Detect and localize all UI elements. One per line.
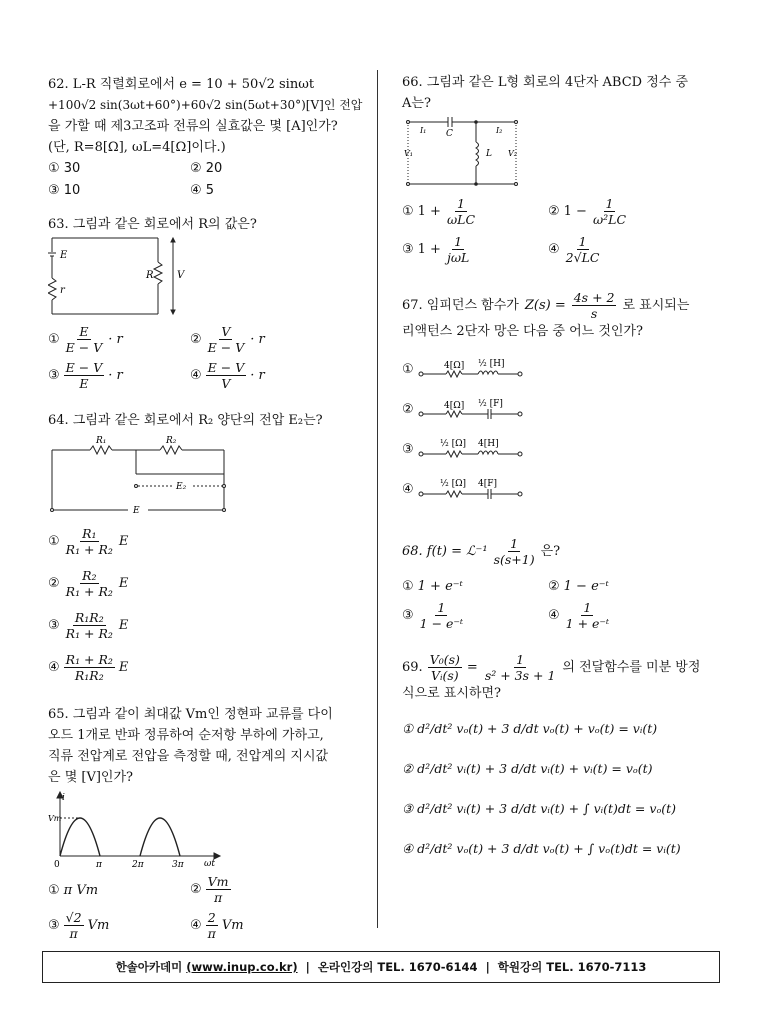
q67-option-2-label-b: ½ [F] [477, 399, 503, 409]
q63-option-3-tail: · r [108, 368, 123, 383]
q64-option-1-fraction [64, 526, 115, 557]
q68-option-3-den: 1 − e⁻ᵗ [419, 616, 464, 631]
q69-stem-lhs-num: V₀(s) [429, 652, 460, 667]
q65-option-1-text: π Vm [63, 883, 99, 898]
q63-option-2-den: E − V [207, 340, 245, 355]
q63-option-2-mark: ② [190, 332, 202, 347]
q65-option-2-num: Vm [207, 874, 229, 889]
q67-option-1-mark: ① [402, 361, 414, 377]
q69-stem-rhs-num: 1 [516, 652, 525, 667]
q67-stem-line2: 리액턴스 2단자 망은 다음 중 어느 것인가? [402, 324, 643, 339]
q68-option-3-fraction [418, 600, 465, 631]
q66-option-4-mark: ④ [548, 242, 560, 257]
q66-option-3-pre: 1 + [417, 242, 441, 257]
q64-stem: 64. 그림과 같은 회로에서 R₂ 양단의 전압 E₂는? [48, 413, 323, 428]
q64-option-3-tail: E [118, 618, 129, 633]
q69-stem-rhs-den: s² + 3s + 1 [484, 668, 556, 683]
question-68 [402, 536, 724, 631]
q63-option-4-tail: · r [250, 368, 265, 383]
q66-stem-line2: A는? [402, 96, 431, 111]
q66-option-1-mark: ① [402, 204, 414, 219]
q69-stem-lhs-den: Vᵢ(s) [430, 668, 459, 683]
q67-stem-line1 [402, 290, 724, 321]
q65-option-4-fraction [206, 910, 218, 941]
q63-option-4-fraction [206, 360, 247, 391]
q66-option-2[interactable] [548, 196, 628, 227]
q66-option-2-num: 1 [605, 196, 614, 211]
q64-option-1[interactable] [48, 526, 128, 557]
q63-label-V: V [177, 270, 185, 281]
q63-option-2[interactable] [190, 324, 265, 355]
q65-option-1-mark: ① [48, 883, 60, 898]
q67-option-4-network [418, 474, 524, 504]
q65-tick-0: 0 [54, 860, 60, 870]
q66-option-4[interactable] [548, 234, 601, 265]
footer-offline-tel: 학원강의 TEL. 1670-7113 [497, 960, 647, 974]
q69-option-3[interactable]: ③ d²/dt² vᵢ(t) + 3 d/dt vᵢ(t) + ∫ vᵢ(t)dt = vₒ(t) [402, 801, 677, 816]
q63-option-1-tail: · r [108, 332, 123, 347]
q66-label-C: C [446, 129, 453, 139]
q64-option-3-den: R₁ + R₂ [65, 626, 113, 641]
q64-circuit-diagram [48, 434, 228, 520]
q64-option-4-tail: E [118, 660, 129, 675]
q62-option-4[interactable]: ④ 5 [190, 183, 215, 198]
q64-option-3[interactable] [48, 610, 128, 641]
q65-option-2-den: π [213, 890, 223, 905]
question-69 [402, 652, 724, 856]
q66-label-V2: V₂ [508, 149, 517, 158]
q66-option-3-den: jωL [446, 250, 470, 265]
q64-label-E: E [133, 506, 140, 516]
q66-option-1-pre: 1 + [417, 204, 441, 219]
q69-stem-lhs [428, 652, 462, 683]
q65-stem-line3: 직류 전압계로 전압을 측정할 때, 전압계의 지시값 [48, 749, 329, 764]
q66-option-4-num: 1 [578, 234, 587, 249]
q64-option-2-tail: E [118, 576, 129, 591]
q65-tick-pi: π [96, 860, 102, 870]
q68-option-4-den: 1 + e⁻ᵗ [565, 616, 610, 631]
q66-option-2-mark: ② [548, 204, 560, 219]
q65-stem-line1: 65. 그림과 같이 최대값 Vm인 정현파 교류를 다이 [48, 707, 333, 722]
q65-option-4-den: π [207, 926, 216, 941]
q63-option-3-fraction [64, 360, 105, 391]
q66-option-2-pre: 1 − [563, 204, 587, 219]
q63-option-4-den: V [221, 376, 231, 391]
q64-option-2[interactable] [48, 568, 128, 599]
q65-option-2[interactable] [190, 874, 231, 905]
q67-option-2-mark: ② [402, 401, 414, 417]
q67-option-4-label-a: ½ [Ω] [439, 479, 466, 489]
q63-option-1[interactable] [48, 324, 123, 355]
q66-option-4-den: 2√LC [565, 250, 600, 265]
q62-stem-line3: 을 가할 때 제3고조파 전류의 실효값은 몇 [A]인가? [48, 119, 338, 134]
q68-option-2-text: 1 − e⁻ᵗ [563, 579, 609, 594]
q62-option-3[interactable]: ③ 10 [48, 183, 81, 198]
q65-waveform-graph [48, 790, 228, 870]
question-64 [48, 410, 366, 683]
q64-option-1-den: R₁ + R₂ [65, 542, 113, 557]
question-65 [48, 704, 366, 941]
q68-stem-den: s(s+1) [493, 552, 535, 567]
q65-option-4-mark: ④ [190, 918, 202, 933]
q63-option-2-tail: · r [250, 332, 265, 347]
q63-option-3[interactable] [48, 360, 123, 391]
q64-option-3-fraction [64, 610, 115, 641]
q65-stem-line4: 은 몇 [V]인가? [48, 770, 133, 785]
question-62 [48, 74, 366, 202]
q67-option-2-network [418, 394, 524, 424]
q63-option-1-num: E [79, 324, 89, 339]
q63-option-3-mark: ③ [48, 368, 60, 383]
q68-option-3[interactable] [402, 600, 465, 631]
q68-option-3-num: 1 [437, 600, 446, 615]
q64-option-4-den: R₁R₂ [74, 668, 104, 683]
q64-option-1-num: R₁ [82, 526, 97, 541]
q66-option-1[interactable] [402, 196, 477, 227]
q65-option-1[interactable] [48, 880, 98, 901]
q69-stem-line2: 식으로 표시하면? [402, 686, 502, 701]
q68-option-4-num: 1 [583, 600, 592, 615]
q67-option-4[interactable] [402, 474, 524, 504]
q66-option-1-fraction [445, 196, 477, 227]
q64-option-4-mark: ④ [48, 660, 60, 675]
q66-label-V1: V₁ [404, 149, 413, 158]
q67-stem-pre: 67. 임피던스 함수가 [402, 298, 519, 313]
q65-tick-2pi: 2π [132, 860, 144, 870]
q68-stem-post: 은? [540, 544, 561, 559]
q69-stem-line1 [402, 652, 724, 683]
q66-label-L: L [486, 149, 492, 159]
q69-stem-eq: = [466, 660, 478, 675]
q65-option-4[interactable] [190, 910, 244, 941]
q68-option-4-fraction [564, 600, 611, 631]
question-66 [402, 72, 724, 265]
q65-option-3-fraction [64, 910, 84, 941]
q63-label-E: E [60, 250, 68, 261]
q64-label-E2: E₂ [176, 482, 187, 492]
q67-option-3-mark: ③ [402, 441, 414, 457]
q66-option-3-fraction [445, 234, 471, 265]
footer-separator-2: | [485, 960, 490, 974]
q66-option-3[interactable] [402, 234, 471, 265]
q66-label-I1: I₁ [420, 126, 427, 135]
q67-option-3[interactable] [402, 434, 524, 464]
q66-option-1-den: ωLC [446, 212, 476, 227]
q65-option-3[interactable] [48, 910, 109, 941]
q65-option-2-fraction [206, 874, 231, 905]
q63-option-1-mark: ① [48, 332, 60, 347]
q64-option-4-fraction [64, 652, 115, 683]
q68-option-3-mark: ③ [402, 608, 414, 623]
q66-option-3-num: 1 [454, 234, 463, 249]
q64-option-2-num: R₂ [82, 568, 97, 583]
q63-option-2-fraction [206, 324, 247, 355]
footer-url-link[interactable]: (www.inup.co.kr) [186, 960, 298, 974]
q69-stem-pre: 69. [402, 660, 423, 675]
q63-option-3-num: E − V [65, 360, 103, 375]
q65-label-Vm: Vm [48, 814, 62, 823]
q64-option-2-mark: ② [48, 576, 60, 591]
q63-circuit-diagram [48, 236, 198, 320]
q62-stem-line4: (단, R=8[Ω], ωL=4[Ω]이다.) [48, 140, 226, 155]
q64-label-R2: R₂ [166, 436, 177, 446]
footer-academy: 한솔아카데미 [115, 960, 183, 974]
q67-option-4-label-b: 4[F] [477, 479, 497, 489]
q68-stem-num: 1 [510, 536, 519, 551]
q68-option-1[interactable] [402, 576, 463, 597]
q66-circuit-diagram [404, 116, 524, 188]
q68-option-4-mark: ④ [548, 608, 560, 623]
q68-option-1-mark: ① [402, 579, 414, 594]
q68-option-4[interactable] [548, 600, 611, 631]
q67-stem-num: 4s + 2 [573, 290, 615, 305]
q65-stem-line2: 오드 1개로 반파 정류하여 순저항 부하에 가하고, [48, 728, 324, 743]
q69-stem-post: 의 전달함수를 미분 방정 [562, 660, 701, 675]
q67-option-1-label-b: ½ [H] [477, 359, 505, 369]
q67-option-1-network [418, 354, 524, 384]
q69-stem-rhs [483, 652, 558, 683]
q62-stem-line1: 62. L-R 직렬회로에서 e = 10 + 50√2 sinωt [48, 77, 315, 92]
q63-option-4[interactable] [190, 360, 265, 391]
q67-stem-post: 로 표시되는 [622, 298, 690, 313]
q66-option-1-num: 1 [457, 196, 465, 211]
q63-label-R: R [146, 270, 154, 281]
q63-option-1-fraction [64, 324, 105, 355]
q65-label-wt: ωt [204, 859, 215, 869]
q69-option-1[interactable]: ① d²/dt² vₒ(t) + 3 d/dt vₒ(t) + vₒ(t) = vᵢ(t) [402, 721, 658, 736]
q67-stem-fraction [572, 290, 617, 321]
q69-option-4[interactable]: ④ d²/dt² vₒ(t) + 3 d/dt vₒ(t) + ∫ vₒ(t)dt = vᵢ(t) [402, 841, 681, 856]
q64-label-R1: R₁ [96, 436, 107, 446]
question-63 [48, 214, 366, 391]
question-67 [402, 290, 724, 497]
footer-separator-1: | [305, 960, 310, 974]
q65-option-3-den: π [69, 926, 78, 941]
q65-label-i: i [62, 793, 65, 803]
q65-tick-3pi: 3π [172, 860, 184, 870]
q68-stem [402, 536, 724, 567]
q67-option-1-label-a: 4[Ω] [443, 361, 464, 371]
q64-option-4[interactable] [48, 652, 128, 683]
q68-stem-pre: 68. f(t) = ℒ⁻¹ [402, 544, 488, 559]
q64-option-2-den: R₁ + R₂ [65, 584, 113, 599]
q69-option-2[interactable]: ② d²/dt² vᵢ(t) + 3 d/dt vᵢ(t) + vᵢ(t) = vₒ(t) [402, 761, 653, 776]
footer-banner [42, 951, 720, 983]
q68-option-2[interactable] [548, 576, 609, 597]
footer-online-tel: 온라인강의 TEL. 1670-6144 [317, 960, 478, 974]
q67-option-3-label-a: ½ [Ω] [439, 439, 466, 449]
q64-option-3-mark: ③ [48, 618, 60, 633]
q63-option-4-mark: ④ [190, 368, 202, 383]
q63-stem: 63. 그림과 같은 회로에서 R의 값은? [48, 217, 257, 232]
q67-option-2[interactable] [402, 394, 524, 424]
q67-option-2-label-a: 4[Ω] [443, 401, 464, 411]
q66-option-4-fraction [564, 234, 602, 265]
q62-option-2[interactable]: ② 20 [190, 161, 223, 176]
q65-option-3-tail: Vm [87, 918, 110, 933]
q65-option-4-num: 2 [207, 910, 216, 925]
q66-option-2-fraction [591, 196, 628, 227]
q67-option-3-label-b: 4[H] [477, 439, 499, 449]
q67-option-3-network [418, 434, 524, 464]
q63-option-4-num: E − V [207, 360, 245, 375]
q67-stem-den: s [590, 306, 598, 321]
q65-option-3-mark: ③ [48, 918, 60, 933]
q65-option-3-num: √2 [65, 910, 82, 925]
q62-option-1[interactable]: ① 30 [48, 161, 81, 176]
q68-option-2-mark: ② [548, 579, 560, 594]
q66-option-3-mark: ③ [402, 242, 414, 257]
q66-stem-line1: 66. 그림과 같은 L형 회로의 4단자 ABCD 정수 중 [402, 75, 689, 90]
q67-option-4-mark: ④ [402, 481, 414, 497]
q66-label-I2: I₂ [496, 126, 503, 135]
column-divider [377, 70, 378, 928]
q64-option-4-num: R₁ + R₂ [65, 652, 113, 667]
q62-stem-line2: +100√2 sin(3ωt+60°)+60√2 sin(5ωt+30°)[V]인 전압 [48, 98, 363, 112]
q63-label-r: r [60, 285, 65, 296]
q67-option-1[interactable] [402, 354, 524, 384]
q64-option-1-mark: ① [48, 534, 60, 549]
q64-option-1-tail: E [118, 534, 129, 549]
q65-option-4-tail: Vm [221, 918, 244, 933]
q68-stem-fraction [492, 536, 537, 567]
q63-option-1-den: E − V [65, 340, 103, 355]
q65-option-2-mark: ② [190, 882, 202, 897]
q67-stem-z: Z(s) = [524, 298, 566, 313]
q63-option-2-num: V [221, 324, 231, 339]
q64-option-2-fraction [64, 568, 115, 599]
q63-option-3-den: E [79, 376, 89, 391]
q64-option-3-num: R₁R₂ [74, 610, 104, 625]
q66-option-2-den: ω²LC [592, 212, 627, 227]
q68-option-1-text: 1 + e⁻ᵗ [417, 579, 463, 594]
